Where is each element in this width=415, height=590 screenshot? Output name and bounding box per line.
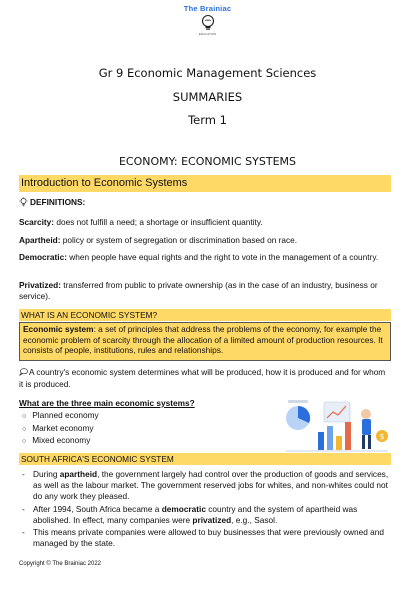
list-item: ○ Planned economy: [22, 410, 99, 423]
types-question: What are the three main economic systems?: [19, 398, 195, 408]
list-item: - This means private companies were allowed to buy businesses that were previously owned and managed by the state.: [19, 527, 391, 549]
definitions-title-text: DEFINITIONS:: [30, 197, 86, 207]
definition-democratic: Democratic: when people have equal rights and the right to vote in the management of a country.: [19, 252, 379, 262]
subject-title: Gr 9 Economic Management Sciences: [98, 66, 317, 80]
brand-name: The Brainiac: [183, 4, 232, 13]
definitions-title: [19, 197, 391, 210]
sa-points: [19, 469, 391, 551]
brand-tagline: EDUCATION: [198, 32, 217, 36]
list-item: ○ Mixed economy: [22, 435, 99, 448]
main-heading: ECONOMY: ECONOMIC SYSTEMS: [118, 155, 297, 168]
copyright: Copyright © The Brainiac 2022: [19, 561, 102, 567]
definition-privatized: Privatized: transferred from public to private ownership (as in the case of an industry, business or service).: [19, 280, 378, 301]
intro-heading: Introduction to Economic Systems: [19, 175, 391, 192]
sa-heading: SOUTH AFRICA'S ECONOMIC SYSTEM: [19, 453, 391, 465]
term-title: Term 1: [188, 113, 227, 127]
lightbulb-logo-icon: [199, 14, 217, 32]
economic-system-types: [22, 410, 99, 448]
list-item: - After 1994, South Africa became a democratic country and the system of apartheid was abolished. In effect, many companies were privatized, e.g., Sasol.: [19, 504, 391, 526]
info-text: A country's economic system determines what will be produced, how it is produced and for whom it is produced.: [19, 367, 386, 389]
svg-text:$: $: [379, 432, 385, 441]
doc-type-title: SUMMARIES: [172, 90, 243, 104]
what-heading: WHAT IS AN ECONOMIC SYSTEM?: [19, 309, 391, 321]
economy-charts-illustration: [284, 396, 390, 454]
info-paragraph: [19, 367, 391, 390]
definition-apartheid: Apartheid: policy or system of segregation or discrimination based on race.: [19, 235, 298, 245]
lightbulb-icon: [19, 197, 28, 210]
speech-bubble-icon: [19, 368, 28, 379]
list-item: ○ Market economy: [22, 423, 99, 436]
definition-scarcity: Scarcity: does not fulfill a need; a shortage or insufficient quantity.: [19, 217, 263, 227]
list-item: - During apartheid, the government largely had control over the production of goods and services, as well as the labour market. The government reserved jobs for whites, and non-whites could not do any work they pleased.: [19, 469, 391, 502]
brand-logo: [0, 4, 415, 36]
economic-system-definition: Economic system: a set of principles that address the problems of the economy, for example the economic problem of scarcity through the allocation of a limited amount of production resources. It consists of people, institutions, rules and relationships.: [19, 322, 391, 361]
